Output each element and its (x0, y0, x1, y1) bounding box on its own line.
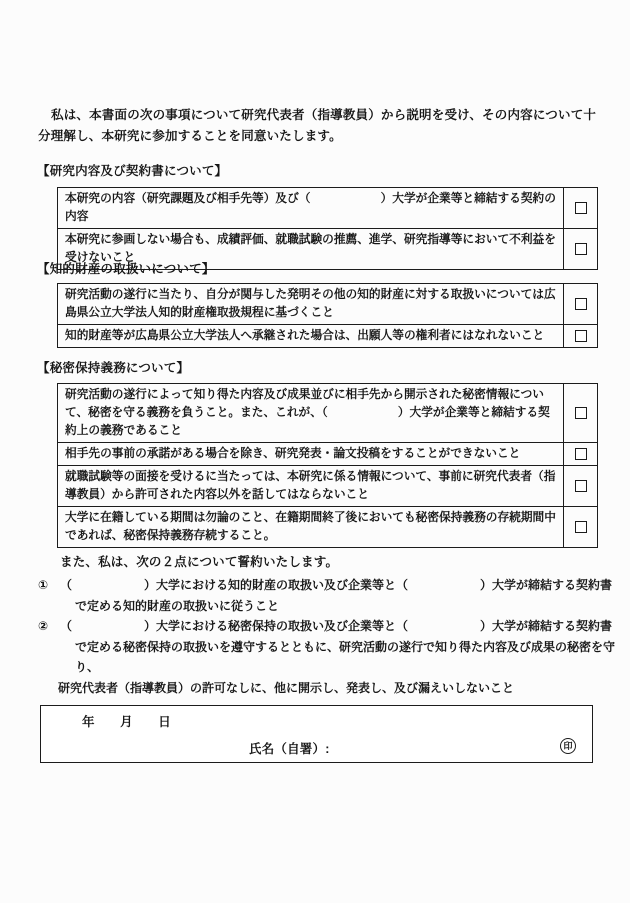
consent-row-text: 本研究に参画しない場合も、成績評価、就職試験の推薦、進学、研究指導等において不利益を受けないこと (58, 229, 564, 270)
checkbox-cell (564, 466, 598, 507)
section-heading-confidentiality: 【秘密保持義務について】 (37, 361, 190, 375)
checkbox-cell (564, 325, 598, 348)
consent-row-text: 大学に在籍している期間は勿論のこと、在籍期間終了後においても秘密保持義務の存続期間中であれば、秘密保持義務存続すること。 (58, 507, 564, 548)
seal-label: 印 (563, 740, 573, 751)
consent-table-research-content (57, 187, 598, 270)
pledge-item-number: ① (38, 578, 49, 592)
checkbox-icon[interactable] (575, 480, 587, 492)
checkbox-icon[interactable] (575, 243, 587, 255)
pledge-intro: また、私は、次の２点について誓約いたします。 (60, 555, 339, 569)
checkbox-cell (564, 443, 598, 466)
consent-row-text: 相手先の事前の承諾がある場合を除き、研究発表・論文投稿をすることができないこと (58, 443, 564, 466)
consent-row-text: 就職試験等の面接を受けるに当たっては、本研究に係る情報について、事前に研究代表者（指導教員）から許可された内容以外を話してはならないこと (58, 466, 564, 507)
checkbox-cell (564, 384, 598, 443)
table-row (58, 284, 598, 325)
intro-paragraph: 私は、本書面の次の事項について研究代表者（指導教員）から説明を受け、その内容について十分理解し、本研究に参加することを同意いたします。 (38, 108, 597, 143)
table-row (58, 466, 598, 507)
table-row (58, 384, 598, 443)
checkbox-cell (564, 188, 598, 229)
consent-table-confidentiality (57, 383, 598, 548)
table-row (58, 507, 598, 548)
checkbox-icon[interactable] (575, 202, 587, 214)
consent-row-text: 本研究の内容（研究課題及び相手先等）及び（ ）大学が企業等と締結する契約の内容 (58, 188, 564, 229)
pledge-item-number: ② (38, 619, 49, 633)
pledge-item-2 (38, 616, 616, 698)
checkbox-icon[interactable] (575, 448, 587, 460)
signature-box (40, 705, 593, 763)
pledge-item-text: （ ）大学における秘密保持の取扱い及び企業等と（ ）大学が締結する契約書で定める秘密保持の取扱いを遵守するとともに、研究活動の遂行で知り得た内容及び成果の秘密を守り、 (60, 619, 616, 674)
section-heading-intellectual-property: 【知的財産の取扱いについて】 (37, 262, 215, 276)
checkbox-cell (564, 229, 598, 270)
seal-icon (560, 738, 576, 754)
signature-name-label: 氏名（自署）: (249, 742, 330, 756)
consent-table-intellectual-property (57, 283, 598, 348)
pledge-item-text: （ ）大学における知的財産の取扱い及び企業等と（ ）大学が締結する契約書で定める知的財産の取扱いに従うこと (60, 578, 613, 613)
pledge-item-1 (38, 575, 613, 616)
consent-row-text: 知的財産等が広島県公立大学法人へ承継された場合は、出願人等の権利者にはなれないこと (58, 325, 564, 348)
table-row (58, 188, 598, 229)
table-row (58, 325, 598, 348)
pledge-item-continuation: 研究代表者（指導教員）の許可なしに、他に開示し、発表し、及び漏えいしないこと (58, 680, 515, 695)
checkbox-icon[interactable] (575, 521, 587, 533)
consent-row-text: 研究活動の遂行によって知り得た内容及び成果並びに相手先から開示された秘密情報について、秘密を守る義務を負うこと。また、これが、（ ）大学が企業等と締結する契約上の義務であること (58, 384, 564, 443)
signature-date-label: 年 月 日 (82, 715, 171, 729)
section-heading-research-content: 【研究内容及び契約書について】 (37, 164, 228, 178)
checkbox-icon[interactable] (575, 407, 587, 419)
checkbox-icon[interactable] (575, 330, 587, 342)
consent-row-text: 研究活動の遂行に当たり、自分が関与した発明その他の知的財産に対する取扱いについては広島県公立大学法人知的財産権取扱規程に基づくこと (58, 284, 564, 325)
checkbox-cell (564, 507, 598, 548)
table-row (58, 443, 598, 466)
checkbox-cell (564, 284, 598, 325)
checkbox-icon[interactable] (575, 298, 587, 310)
